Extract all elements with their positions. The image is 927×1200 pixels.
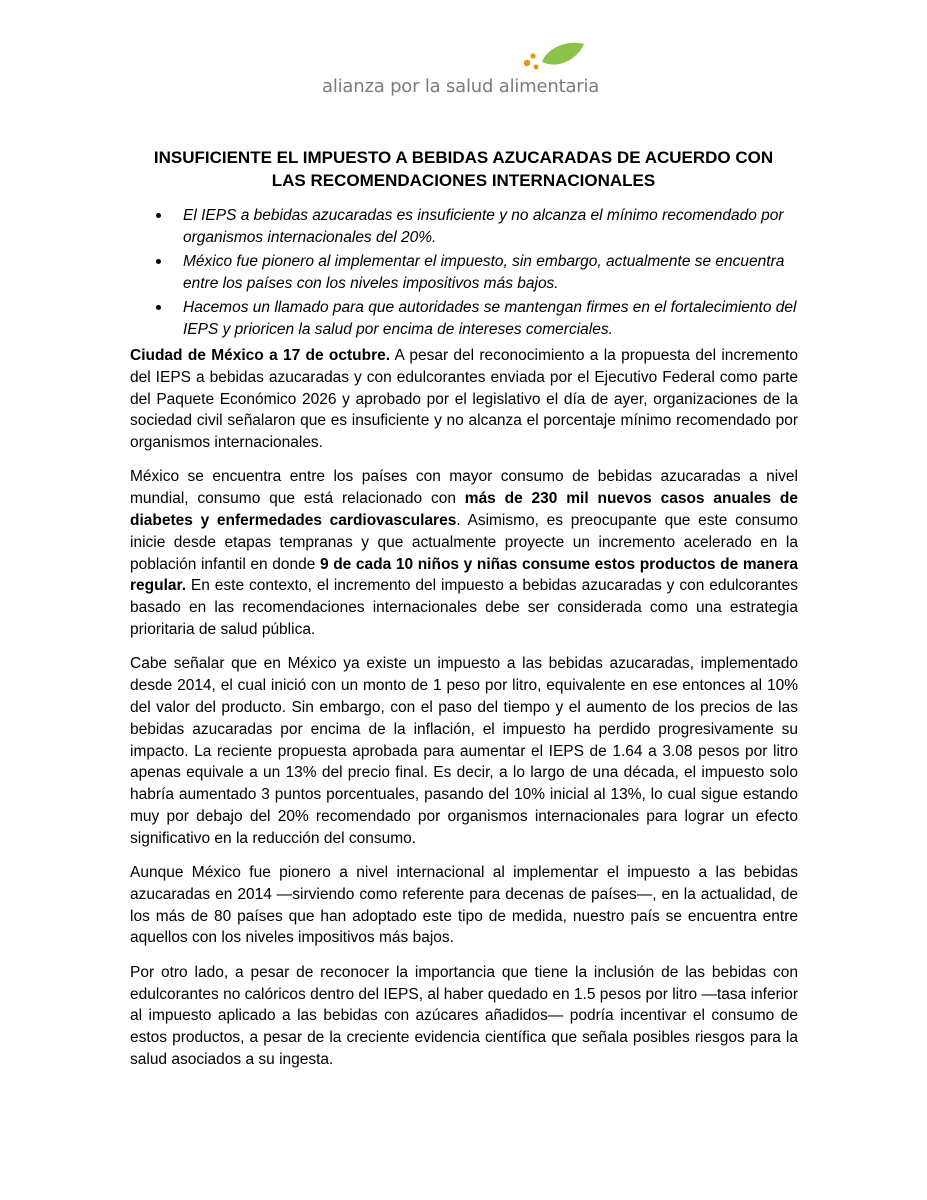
bullet-text: Hacemos un llamado para que autoridades se mantengan firmes en el fortalecimiento del IEPS y prioricen la salud por encima de intereses comerciales. bbox=[183, 299, 797, 338]
paragraph-2-bold-a: más de 230 mil nuevos casos anuales de diabetes y enfermedades cardiovasculares bbox=[130, 490, 799, 530]
bullet-dot-icon bbox=[156, 305, 161, 310]
paragraph-3: Cabe señalar que en México ya existe un impuesto a las bebidas azucaradas, implementado desde 2014, el cual inició con un monto de 1 peso por litro, equivalente en ese entonces al 10% del valor del producto. Sin embargo, con el paso del tiempo y el aumento de los precios de las bebidas azucaradas por encima de la inflación, el impuesto ha perdido progresivamente su impacto. La reciente propuesta aprobada para aumentar el IEPS de 1.64 a 3.08 pesos por litro apenas equivale a un 13% del precio final. Es decir, a lo largo de una década, el impuesto solo habría aumentado 3 puntos porcentuales, pasando del 10% inicial al 13%, lo cual sigue estando muy por debajo del 20% recomendado por organismos internacionales para lograr un efecto significativo en la reducción del consumo. bbox=[130, 655, 798, 847]
paragraph-5: Por otro lado, a pesar de reconocer la importancia que tiene la inclusión de las bebidas con edulcorantes no calóricos dentro del IEPS, al haber quedado en 1.5 pesos por litro —tasa inferior al impuesto aplicado a las bebidas con azúcares añadidos— podría incentivar el consumo de estos productos, a pesar de la creciente evidencia científica que señala posibles riesgos para la salud asociados a su ingesta. bbox=[130, 963, 798, 1068]
title-line-1: INSUFICIENTE EL IMPUESTO A BEBIDAS AZUCARADAS DE ACUERDO CON bbox=[153, 148, 774, 167]
paragraph-2 bbox=[130, 466, 798, 640]
paragraph-2-text-c: En este contexto, el incremento del impuesto a bebidas azucaradas y con edulcorantes basado en las recomendaciones internacionales debe ser considerada como una estrategia prioritaria de salud pública. bbox=[130, 577, 798, 639]
bullet-item bbox=[130, 205, 820, 248]
bullet-text: El IEPS a bebidas azucaradas es insuficiente y no alcanza el mínimo recomendado por organismos internacionales del 20%. bbox=[183, 207, 784, 246]
bullet-dot-icon bbox=[156, 213, 161, 218]
paragraph-4: Aunque México fue pionero a nivel internacional al implementar el impuesto a las bebidas azucaradas en 2014 —sirviendo como referente para decenas de países—, en la actualidad, de los más de 80 países que han adoptado este tipo de medida, nuestro país se encuentra entre aquellos con los niveles impositivos más bajos. bbox=[130, 864, 798, 947]
page-title bbox=[110, 146, 817, 192]
bullet-dot-icon bbox=[156, 259, 161, 264]
paragraph-2-text-b: . Asimismo, es preocupante que este consumo inicie desde etapas tempranas y que actualmente proyecte un incremento acelerado en la población infantil en donde bbox=[130, 512, 798, 573]
summary-bullets bbox=[130, 205, 820, 343]
logo-text: alianza por la salud alimentaria bbox=[322, 76, 600, 97]
paragraph-2-text-a: México se encuentra entre los países con mayor consumo de bebidas azucaradas a nivel mundial, consumo que está relacionado con bbox=[130, 468, 798, 508]
organization-logo bbox=[322, 40, 600, 110]
title-line-2: LAS RECOMENDACIONES INTERNACIONALES bbox=[271, 171, 656, 190]
article-body bbox=[130, 345, 798, 1083]
paragraph-1 bbox=[130, 345, 798, 454]
paragraph-1-text: A pesar del reconocimiento a la propuesta del incremento del IEPS a bebidas azucaradas y con edulcorantes enviada por el Ejecutivo Federal como parte del Paquete Económico 2026 y aprobado por el legislativo el día de ayer, organizaciones de la sociedad civil señalaron que es insuficiente y no alcanza el porcentaje mínimo recomendado por organismos internacionales. bbox=[130, 347, 799, 452]
bullet-text: México fue pionero al implementar el impuesto, sin embargo, actualmente se encuentra entre los países con los niveles impositivos más bajos. bbox=[183, 253, 785, 292]
leaf-icon bbox=[520, 40, 592, 76]
paragraph-2-bold-b: 9 de cada 10 niños y niñas consume estos productos de manera regular. bbox=[130, 555, 798, 595]
bullet-item bbox=[130, 251, 820, 294]
bullet-item bbox=[130, 297, 820, 340]
dateline: Ciudad de México a 17 de octubre. bbox=[130, 347, 391, 364]
